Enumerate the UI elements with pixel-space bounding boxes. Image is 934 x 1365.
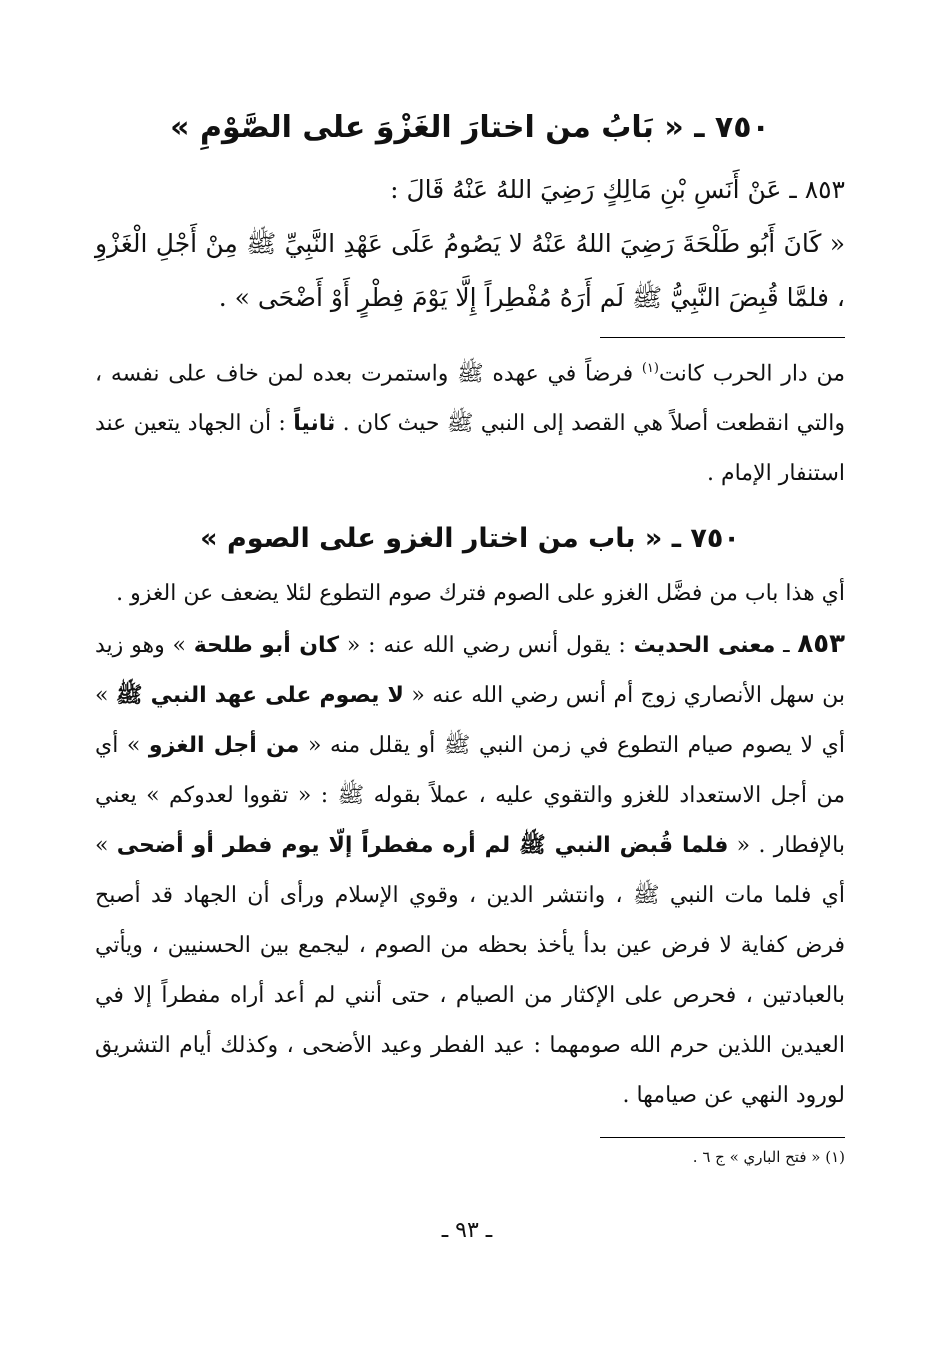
meaning-quote-1: كان أبو طلحة — [193, 633, 340, 659]
meaning-text-3: » أي لا يصوم صيام التطوع في زمن النبي ﷺ أو يقلل منه « — [95, 683, 845, 759]
meaning-paragraph — [95, 619, 845, 1121]
meaning-dash: ـ — [775, 633, 798, 659]
continuation-paragraph — [95, 344, 845, 499]
footnote-ref[interactable]: (١) — [641, 361, 659, 376]
meaning-text-5: » أي فلما مات النبي ﷺ ، وانتشر الدين ، وقوي الإسلام ورأى أن الجهاد قد أصبح فرض كفاية لا فرض عين بدأ يأخذ بحظه من الصوم ، ليجمع بين الحسنيين ، ويأتي بالعبادتين ، فحرص على الإكثار من الصيام ، حتى أنني لم أعد أراه مفطراً إلا في العيدين اللذين حرم الله صومهما : عيد الفطر وعيد الأضحى ، وكذلك أيام التشريق لورود النهي عن صيامها . — [95, 833, 845, 1109]
hadith-text: « كَانَ أَبُو طَلْحَةَ رَضِيَ اللهُ عَنْهُ لا يَصُومُ عَلَى عَهْدِ النَّبِيِّ ﷺ مِنْ أَجْلِ الْغَزْوِ ، فلمَّا قُبِضَ النَّبِيُّ ﷺ لَم أَرَهُ مُفْطِراً إِلَّا يَوْمَ فِطْرٍ أَوْ أَضْحَى » . — [95, 229, 845, 312]
page-content — [95, 95, 845, 1170]
footnote-rule — [600, 1137, 845, 1138]
meaning-quote-3: من أجل الغزو — [148, 733, 300, 759]
continuation-text-end: : أن الجهاد يتعين عند استنفار الإمام . — [95, 411, 845, 487]
meaning-number: ٨٥٣ — [797, 629, 845, 660]
bold-word: ثانياً — [293, 411, 336, 437]
section-intro: أي هذا باب من فضَّل الغزو على الصوم فترك صوم التطوع لئلا يضعف عن الغزو . — [116, 581, 845, 607]
meaning-text-4: » أي من أجل الاستعداد للغزو والتقوي عليه ، عملاً بقوله ﷺ : « تقووا لعدوكم » يعني بالإفطار . « — [95, 733, 845, 859]
hadith-intro: ٨٥٣ ـ عَنْ أَنَسِ بْنِ مَالِكٍ رَضِيَ اللهُ عَنْهُ قَالَ : — [390, 175, 845, 204]
section-body — [95, 569, 845, 1121]
meaning-text-1: : يقول أنس رضي الله عنه : « — [339, 633, 634, 659]
chapter-title: ٧٥٠ ـ « بَابُ من اختارَ الغَزْوَ على الصَّوْمِ » — [170, 110, 770, 145]
meaning-heading: معنى الحديث — [633, 633, 776, 659]
separator-rule — [600, 337, 845, 338]
page-number: ـ ٩٣ ـ — [441, 1218, 493, 1243]
meaning-text-2: » وهو زيد بن سهل الأنصاري زوج أم أنس رضي الله عنه « — [95, 633, 846, 709]
section-title: ٧٥٠ ـ « باب من اختار الغزو على الصوم » — [200, 523, 740, 555]
meaning-quote-4: فلما قُبض النبي ﷺ لم أره مفطراً إلّا يوم فطر أو أضحى — [116, 833, 729, 859]
footnote: (١) « فتح الباري » ج ٦ . — [692, 1148, 845, 1167]
continuation-text-middle: فرضاً في عهده ﷺ واستمرت بعده لمن خاف على نفسه ، والتي انقطعت أصلاً هي القصد إلى النبي ﷺ حيث كان . — [95, 361, 845, 437]
hadith-block — [95, 163, 845, 325]
continuation-block — [95, 344, 845, 499]
meaning-quote-2: لا يصوم على عهد النبي ﷺ — [115, 683, 404, 709]
continuation-text-start: من دار الحرب كانت — [658, 361, 845, 387]
